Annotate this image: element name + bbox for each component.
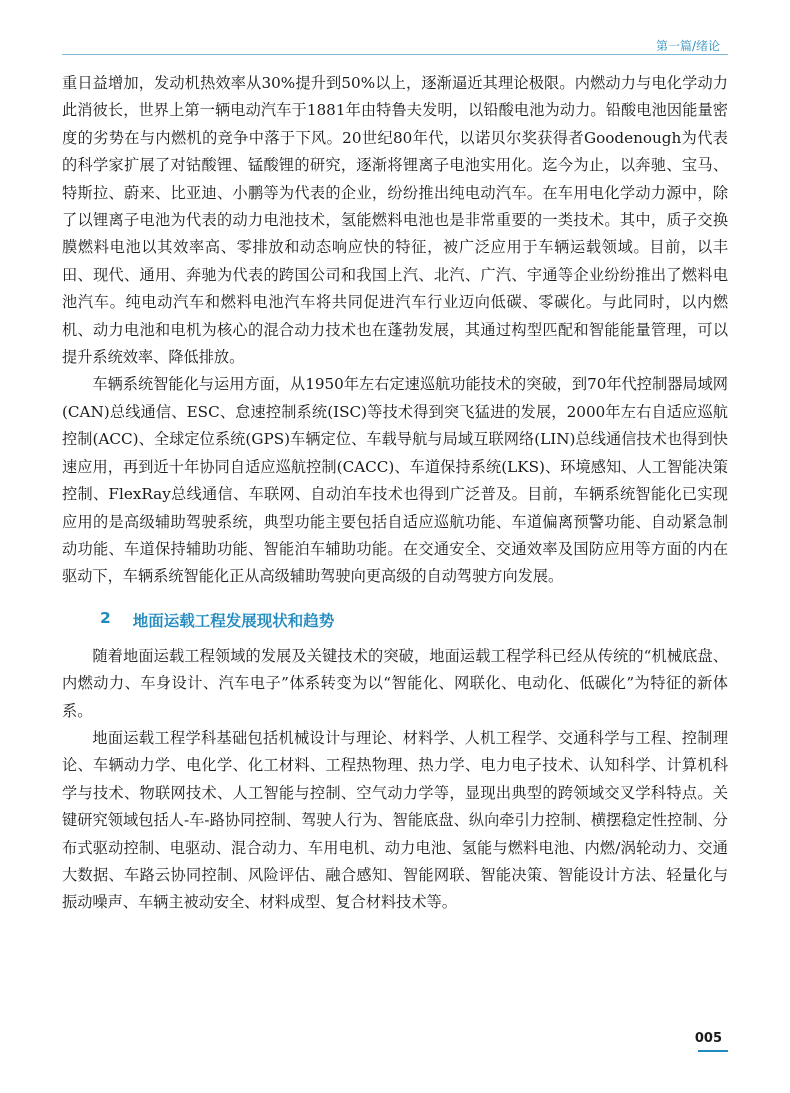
paragraph-continued: 重日益增加，发动机热效率从30%提升到50%以上，逐渐逼近其理论极限。内燃动力与电化学动力此消彼长，世界上第一辆电动汽车于1881年由特鲁夫发明，以铅酸电池为动力。铅酸电池因能量密度的劣势在与内燃机的竞争中落于下风。20世纪80年代，以诺贝尔奖获得者Goodenough为代表的科学家扩展了对钴酸锂、锰酸锂的研究，逐渐将锂离子电池实用化。迄今为止，以奔驰、宝马、特斯拉、蔚来、比亚迪、小鹏等为代表的企业，纷纷推出纯电动汽车。在车用电化学动力源中，除了以锂离子电池为代表的动力电池技术，氢能燃料电池也是非常重要的一类技术。其中，质子交换膜燃料电池以其效率高、零排放和动态响应快的特征，被广泛应用于车辆运载领域。目前，以丰田、现代、通用、奔驰为代表的跨国公司和我国上汽、北汽、广汽、宇通等企业纷纷推出了燃料电池汽车。纯电动汽车和燃料电池汽车将共同促进汽车行业迈向低碳、零碳化。与此同时，以内燃机、动力电池和电机为核心的混合动力技术也在蓬勃发展，其通过构型匹配和智能能量管理，可以提升系统效率、降低排放。 [62,74,728,367]
section-heading [62,609,728,631]
section-title: 地面运载工程发展现状和趋势 [132,611,335,630]
header-rule [62,54,728,55]
paragraph-new-system: 随着地面运载工程领域的发展及关键技术的突破，地面运载工程学科已经从传统的“机械底盘、内燃动力、车身设计、汽车电子”体系转变为以“智能化、网联化、电动化、低碳化”为特征的新体系。 [62,646,728,720]
paragraph-discipline-foundation: 地面运载工程学科基础包括机械设计与理论、材料学、人机工程学、交通科学与工程、控制理论、车辆动力学、电化学、化工材料、工程热物理、热力学、电力电子技术、认知科学、计算机科学与技术、物联网技术、人工智能与控制、空气动力学等，显现出典型的跨领域交叉学科特点。关键研究领域包括人-车-路协同控制、驾驶人行为、智能底盘、纵向牵引力控制、横摆稳定性控制、分布式驱动控制、电驱动、混合动力、车用电机、动力电池、氢能与燃料电池、内燃/涡轮动力、交通大数据、车路云协同控制、风险评估、融合感知、智能网联、智能决策、智能设计方法、轻量化与振动噪声、车辆主被动安全、材料成型、复合材料技术等。 [62,728,728,912]
paragraph-vehicle-intelligence: 车辆系统智能化与运用方面，从1950年左右定速巡航功能技术的突破，到70年代控制器局域网(CAN)总线通信、ESC、怠速控制系统(ISC)等技术得到突飞猛进的发展，2000年左右自适应巡航控制(ACC)、全球定位系统(GPS)车辆定位、车载导航与局域互联网络(LIN)总线通信技术也得到快速应用，再到近十年协同自适应巡航控制(CACC)、车道保持系统(LKS)、环境感知、人工智能决策控制、FlexRay总线通信、车联网、自动泊车技术也得到广泛普及。目前，车辆系统智能化已实现应用的是高级辅助驾驶系统，典型功能主要包括自适应巡航功能、车道偏离预警功能、自动紧急制动功能、车道保持辅助功能、智能泊车辅助功能。在交通安全、交通效率及国防应用等方面的内在驱动下，车辆系统智能化正从高级辅助驾驶向更高级的自动驾驶方向发展。 [62,375,728,586]
running-head: 第一篇/绪论 [655,39,720,53]
page-number: 005 [694,1031,722,1046]
page-number-rule [698,1050,728,1052]
page-body [62,70,728,917]
section-number: 2 [100,608,111,627]
